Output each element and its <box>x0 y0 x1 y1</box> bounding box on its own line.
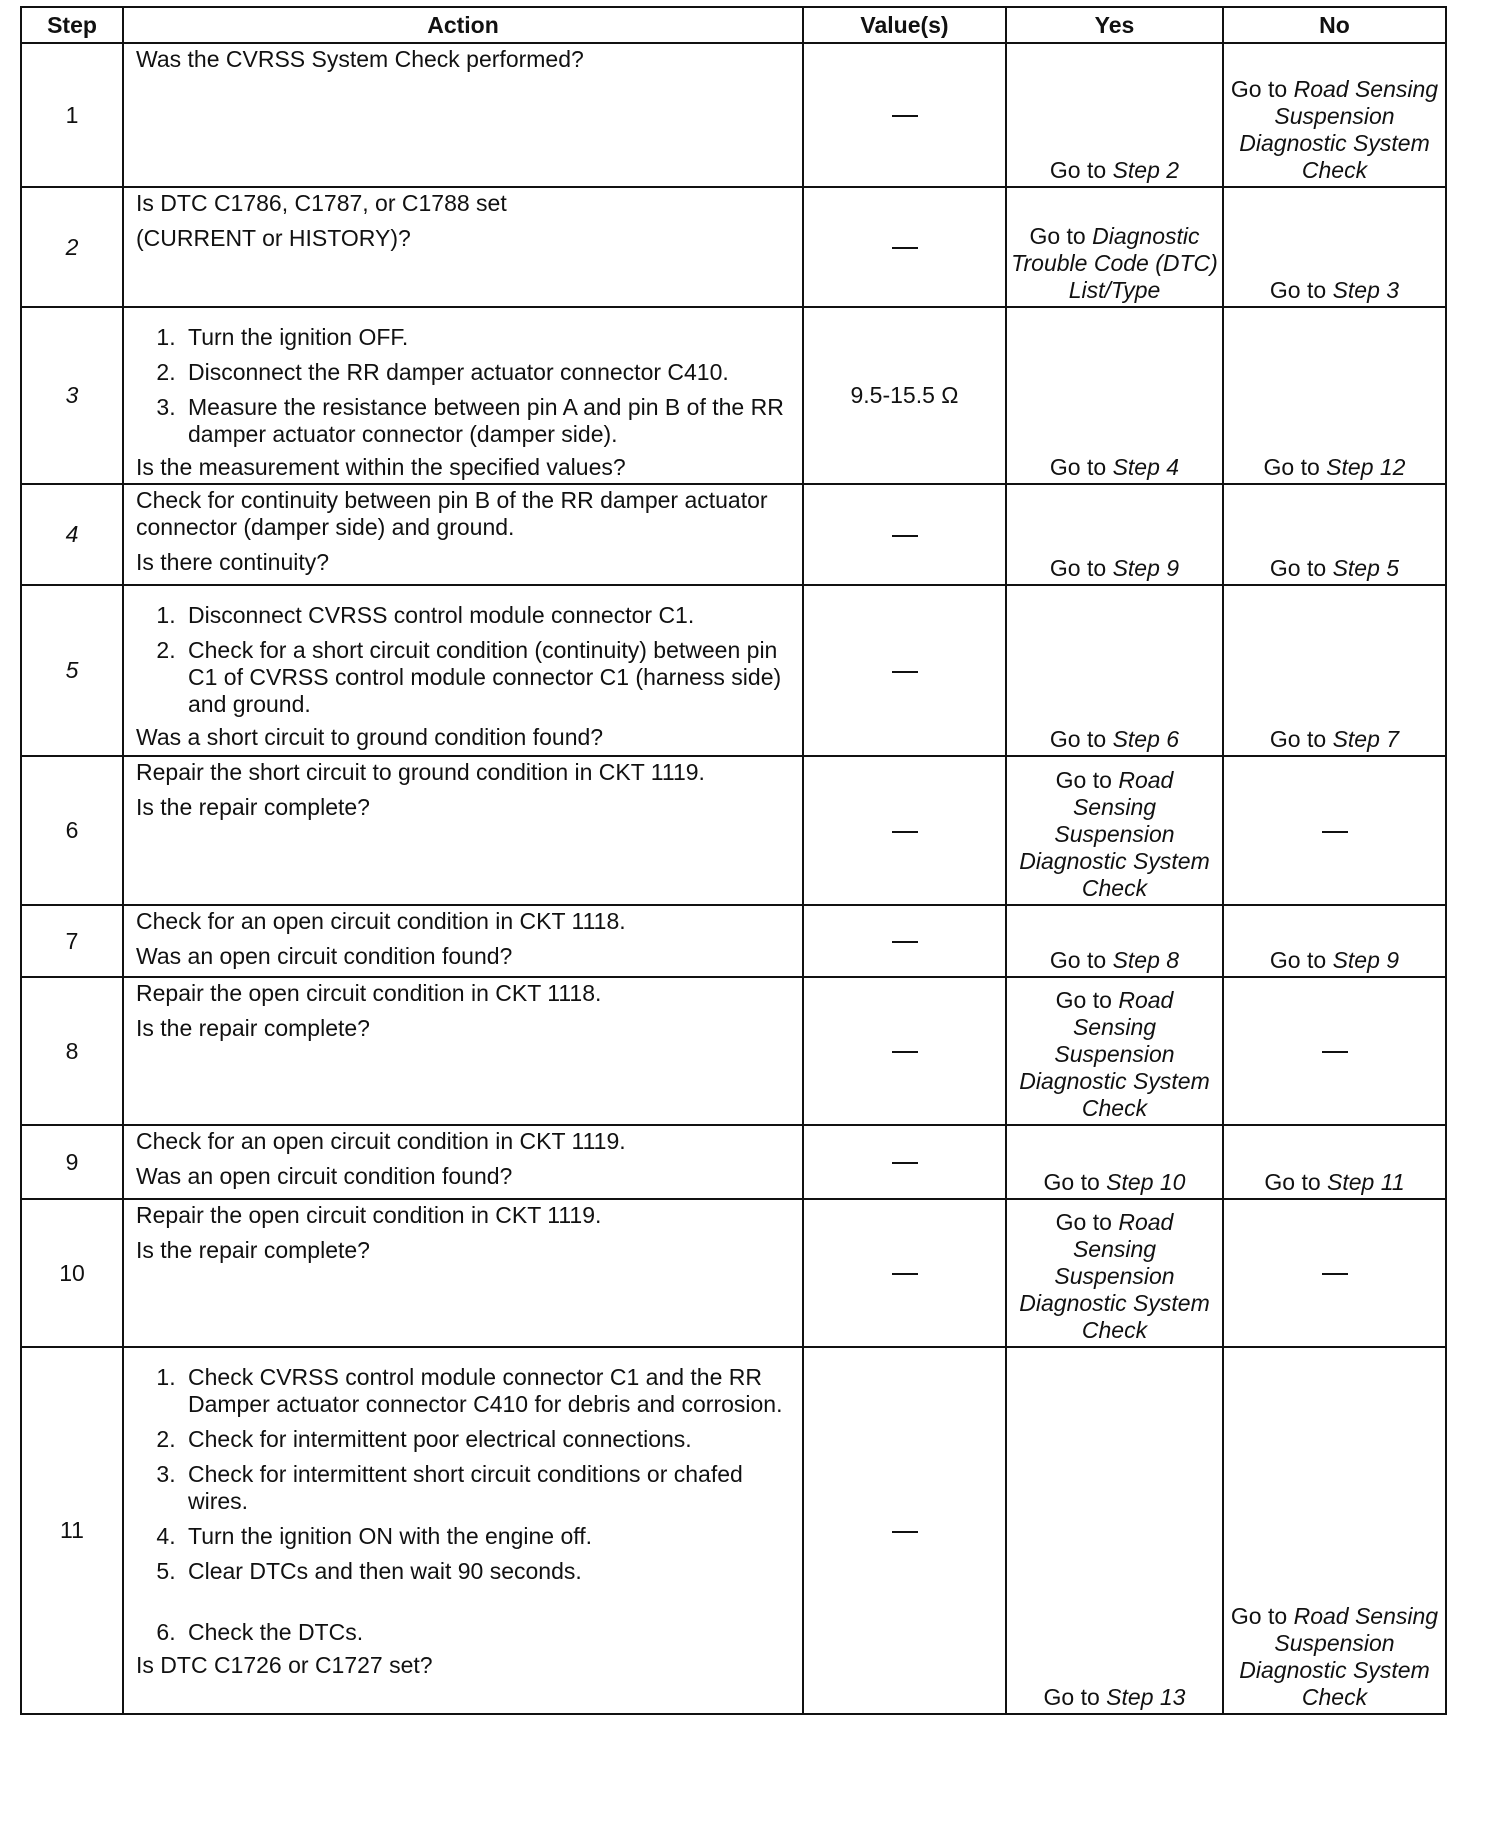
goto-target: Road Sensing Suspension Diagnostic System Check <box>1019 987 1210 1121</box>
yes-cell <box>1006 905 1223 977</box>
table-row <box>21 484 1446 585</box>
table-row <box>21 1347 1446 1714</box>
goto-target: Road Sensing Suspension Diagnostic System Check <box>1239 1603 1439 1710</box>
action-cell <box>123 1199 803 1347</box>
no-cell <box>1223 585 1446 756</box>
value-cell <box>803 756 1006 905</box>
action-line: Check for an open circuit condition in CKT 1118. <box>136 908 626 934</box>
table-row <box>21 1199 1446 1347</box>
table-header-row <box>21 7 1446 43</box>
action-cell <box>123 484 803 585</box>
value-cell <box>803 307 1006 484</box>
step-number: 8 <box>21 977 123 1125</box>
goto-target: Step 8 <box>1112 947 1180 973</box>
procedure-step: 5. Clear DTCs and then wait 90 seconds. <box>182 1558 792 1585</box>
value-cell <box>803 585 1006 756</box>
goto-target: Step 2 <box>1112 157 1180 183</box>
goto-prefix: Go to <box>1043 1169 1107 1195</box>
procedure-step: 3. Measure the resistance between pin A and pin B of the RR damper actuator connector (damper side). <box>182 394 792 448</box>
yes-cell <box>1006 756 1223 905</box>
value-cell <box>803 187 1006 307</box>
table-row <box>21 905 1446 977</box>
table-row <box>21 585 1446 756</box>
no-cell <box>1223 756 1446 905</box>
goto-prefix: Go to <box>1049 726 1113 752</box>
action-line: Is the repair complete? <box>136 1015 370 1041</box>
procedure-list <box>136 324 792 448</box>
goto-target: Step 7 <box>1332 726 1400 752</box>
step-number: 9 <box>21 1125 123 1199</box>
goto-target: Step 6 <box>1112 726 1180 752</box>
table-row <box>21 977 1446 1125</box>
value-cell <box>803 977 1006 1125</box>
table-body <box>21 43 1446 1714</box>
empty-dash <box>892 535 918 537</box>
goto-prefix: Go to <box>1269 726 1333 752</box>
goto-target: Step 10 <box>1106 1169 1186 1195</box>
action-line: Check for an open circuit condition in CKT 1119. <box>136 1128 626 1154</box>
value-cell <box>803 905 1006 977</box>
action-cell <box>123 1125 803 1199</box>
action-line: Was the CVRSS System Check performed? <box>136 46 584 72</box>
goto-target: Road Sensing Suspension Diagnostic System Check <box>1239 76 1439 183</box>
goto-prefix: Go to <box>1043 1684 1107 1710</box>
yes-cell <box>1006 585 1223 756</box>
yes-cell <box>1006 484 1223 585</box>
no-cell <box>1223 484 1446 585</box>
goto-target: Step 5 <box>1332 555 1400 581</box>
yes-cell <box>1006 1347 1223 1714</box>
goto-target: Step 4 <box>1112 454 1180 480</box>
header-yes: Yes <box>1006 7 1223 43</box>
table-row <box>21 187 1446 307</box>
action-cell <box>123 307 803 484</box>
empty-dash <box>892 1051 918 1053</box>
procedure-step: 2. Check for intermittent poor electrical connections. <box>182 1426 792 1453</box>
value-cell <box>803 1199 1006 1347</box>
value-cell <box>803 1125 1006 1199</box>
empty-dash <box>892 831 918 833</box>
action-question: Is DTC C1726 or C1727 set? <box>136 1652 433 1678</box>
procedure-step: 1. Disconnect CVRSS control module connector C1. <box>182 602 792 629</box>
no-cell <box>1223 905 1446 977</box>
goto-prefix: Go to <box>1049 555 1113 581</box>
goto-prefix: Go to <box>1269 277 1333 303</box>
procedure-step: 1. Check CVRSS control module connector C1 and the RR Damper actuator connector C410 for debris and corrosion. <box>182 1364 792 1418</box>
procedure-step: 4. Turn the ignition ON with the engine off. <box>182 1523 792 1550</box>
empty-dash <box>1322 831 1348 833</box>
goto-prefix: Go to <box>1049 157 1113 183</box>
goto-target: Step 9 <box>1332 947 1400 973</box>
empty-dash <box>892 1531 918 1533</box>
action-line: Repair the open circuit condition in CKT 1118. <box>136 980 602 1006</box>
step-number: 1 <box>21 43 123 187</box>
step-number: 10 <box>21 1199 123 1347</box>
goto-prefix: Go to <box>1264 1169 1328 1195</box>
yes-cell <box>1006 977 1223 1125</box>
goto-prefix: Go to <box>1269 555 1333 581</box>
goto-prefix: Go to <box>1263 454 1327 480</box>
goto-prefix: Go to <box>1049 947 1113 973</box>
goto-prefix: Go to <box>1049 454 1113 480</box>
action-cell <box>123 977 803 1125</box>
no-cell <box>1223 307 1446 484</box>
action-line: Repair the open circuit condition in CKT 1119. <box>136 1202 602 1228</box>
table-row <box>21 756 1446 905</box>
header-no: No <box>1223 7 1446 43</box>
action-question: Is the measurement within the specified values? <box>136 454 626 480</box>
empty-dash <box>892 115 918 117</box>
goto-target: Step 3 <box>1332 277 1400 303</box>
action-line: (CURRENT or HISTORY)? <box>136 225 411 251</box>
goto-prefix: Go to <box>1055 987 1119 1013</box>
yes-cell <box>1006 43 1223 187</box>
goto-prefix: Go to <box>1055 767 1119 793</box>
action-line: Is DTC C1786, C1787, or C1788 set <box>136 190 507 216</box>
action-cell <box>123 756 803 905</box>
no-cell <box>1223 43 1446 187</box>
action-line: Repair the short circuit to ground condition in CKT 1119. <box>136 759 705 785</box>
goto-target: Road Sensing Suspension Diagnostic System Check <box>1019 1209 1210 1343</box>
procedure-list <box>136 602 792 718</box>
value-cell <box>803 484 1006 585</box>
no-cell <box>1223 1199 1446 1347</box>
yes-cell <box>1006 307 1223 484</box>
goto-prefix: Go to <box>1055 1209 1119 1235</box>
step-number: 6 <box>21 756 123 905</box>
table-row <box>21 307 1446 484</box>
value-cell <box>803 1347 1006 1714</box>
goto-prefix: Go to <box>1230 1603 1294 1629</box>
empty-dash <box>892 1162 918 1164</box>
procedure-step: 2. Check for a short circuit condition (continuity) between pin C1 of CVRSS control module connector C1 (harness side) and ground. <box>182 637 792 718</box>
goto-prefix: Go to <box>1029 223 1093 249</box>
goto-target: Step 13 <box>1106 1684 1186 1710</box>
no-cell <box>1223 1125 1446 1199</box>
action-cell <box>123 585 803 756</box>
empty-dash <box>892 1273 918 1275</box>
step-number: 2 <box>21 187 123 307</box>
no-cell <box>1223 977 1446 1125</box>
goto-target: Step 11 <box>1327 1169 1405 1195</box>
procedure-step: 2. Disconnect the RR damper actuator connector C410. <box>182 359 792 386</box>
table-row <box>21 1125 1446 1199</box>
table-row <box>21 43 1446 187</box>
action-line: Check for continuity between pin B of the RR damper actuator connector (damper side) and ground. <box>136 487 768 540</box>
no-cell <box>1223 1347 1446 1714</box>
goto-target: Step 12 <box>1326 454 1406 480</box>
step-number: 3 <box>21 307 123 484</box>
procedure-step: 1. Turn the ignition OFF. <box>182 324 792 351</box>
yes-cell <box>1006 1125 1223 1199</box>
action-cell <box>123 43 803 187</box>
action-line: Is the repair complete? <box>136 794 370 820</box>
empty-dash <box>1322 1051 1348 1053</box>
empty-dash <box>892 941 918 943</box>
action-line: Was an open circuit condition found? <box>136 943 513 969</box>
procedure-step: 3. Check for intermittent short circuit conditions or chafed wires. <box>182 1461 792 1515</box>
yes-cell <box>1006 1199 1223 1347</box>
step-number: 11 <box>21 1347 123 1714</box>
goto-prefix: Go to <box>1269 947 1333 973</box>
action-cell <box>123 1347 803 1714</box>
action-line: Is the repair complete? <box>136 1237 370 1263</box>
header-action: Action <box>123 7 803 43</box>
empty-dash <box>892 671 918 673</box>
procedure-list <box>136 1364 792 1646</box>
goto-prefix: Go to <box>1230 76 1294 102</box>
empty-dash <box>892 247 918 249</box>
empty-dash <box>1322 1273 1348 1275</box>
yes-cell <box>1006 187 1223 307</box>
action-line: Was an open circuit condition found? <box>136 1163 513 1189</box>
action-cell <box>123 187 803 307</box>
goto-target: Step 9 <box>1112 555 1180 581</box>
step-number: 4 <box>21 484 123 585</box>
procedure-step: 6. Check the DTCs. <box>182 1619 792 1646</box>
value-cell <box>803 43 1006 187</box>
goto-target: Road Sensing Suspension Diagnostic System Check <box>1019 767 1210 901</box>
action-cell <box>123 905 803 977</box>
header-step: Step <box>21 7 123 43</box>
step-number: 5 <box>21 585 123 756</box>
no-cell <box>1223 187 1446 307</box>
goto-target: Diagnostic Trouble Code (DTC) List/Type <box>1011 223 1218 303</box>
header-values: Value(s) <box>803 7 1006 43</box>
action-question: Was a short circuit to ground condition found? <box>136 724 604 750</box>
action-question: Is there continuity? <box>136 549 330 575</box>
step-number: 7 <box>21 905 123 977</box>
diagnostic-table <box>20 6 1447 1715</box>
value-text: 9.5-15.5 Ω <box>850 382 959 408</box>
